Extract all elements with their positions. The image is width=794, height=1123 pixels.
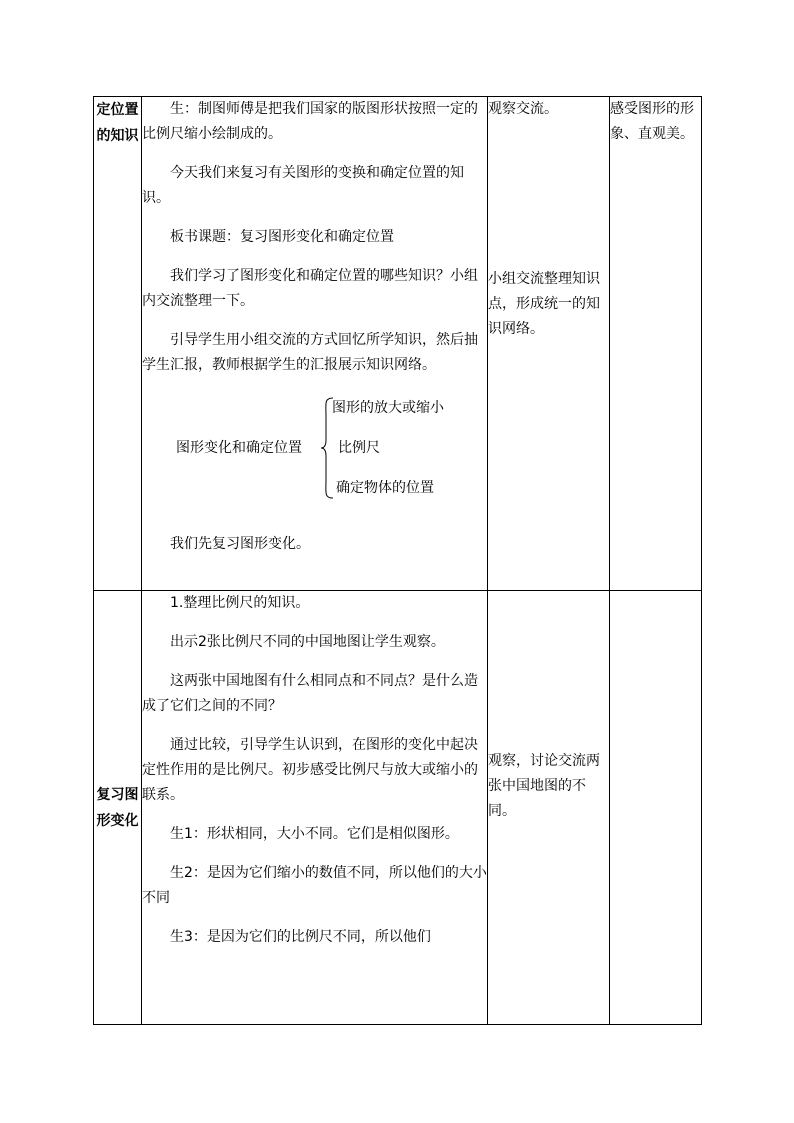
tree-root: 图形变化和确定位置 xyxy=(176,440,302,456)
tree-branch: 图形的放大或缩小 xyxy=(332,400,444,416)
paragraph: 生：制图师傅是把我们国家的版图形状按照一定的比例尺缩小绘制成的。 xyxy=(142,101,478,142)
student-activity: 小组交流整理知识点，形成统一的知识网络。 xyxy=(488,271,600,337)
teaching-process-cell xyxy=(142,591,488,1025)
design-intent-cell xyxy=(610,97,702,591)
paragraph: 我们先复习图形变化。 xyxy=(170,536,310,552)
paragraph: 生3：是因为它们的比例尺不同，所以他们 xyxy=(170,929,431,945)
paragraph: 今天我们来复习有关图形的变换和确定位置的知识。 xyxy=(142,165,464,206)
paragraph: 出示2张比例尺不同的中国地图让学生观察。 xyxy=(170,634,445,650)
design-intent: 感受图形的形象、直观美。 xyxy=(610,101,694,142)
paragraph: 板书课题：复习图形变化和确定位置 xyxy=(170,229,394,245)
section-heading: 复习图形变化 xyxy=(94,591,142,1025)
design-intent-cell xyxy=(610,591,702,1025)
paragraph: 引导学生用小组交流的方式回忆所学知识，然后抽学生汇报，教师根据学生的汇报展示知识网络。 xyxy=(142,332,478,373)
student-activity-cell xyxy=(488,97,610,591)
student-activity: 观察交流。 xyxy=(488,101,558,117)
section-heading: 定位置的知识 xyxy=(94,97,142,591)
paragraph: 生2：是因为它们缩小的数值不同，所以他们的大小不同 xyxy=(142,865,487,906)
student-activity: 观察，讨论交流两张中国地图的不同。 xyxy=(488,753,600,819)
paragraph: 1.整理比例尺的知识。 xyxy=(170,595,310,611)
lesson-plan-table xyxy=(93,96,702,1025)
table-row xyxy=(94,97,702,591)
tree-branch: 确定物体的位置 xyxy=(336,480,434,496)
paragraph: 生1：形状相同，大小不同。它们是相似图形。 xyxy=(170,826,459,842)
table-row xyxy=(94,591,702,1025)
tree-branch: 比例尺 xyxy=(338,440,380,456)
paragraph: 通过比较，引导学生认识到，在图形的变化中起决定性作用的是比例尺。初步感受比例尺与放大或缩小的联系。 xyxy=(142,737,478,803)
student-activity-cell xyxy=(488,591,610,1025)
paragraph: 这两张中国地图有什么相同点和不同点？是什么造成了它们之间的不同？ xyxy=(142,673,478,714)
teaching-process-cell xyxy=(142,97,488,591)
paragraph: 我们学习了图形变化和确定位置的哪些知识？小组内交流整理一下。 xyxy=(142,268,478,309)
knowledge-network-diagram xyxy=(142,392,487,520)
